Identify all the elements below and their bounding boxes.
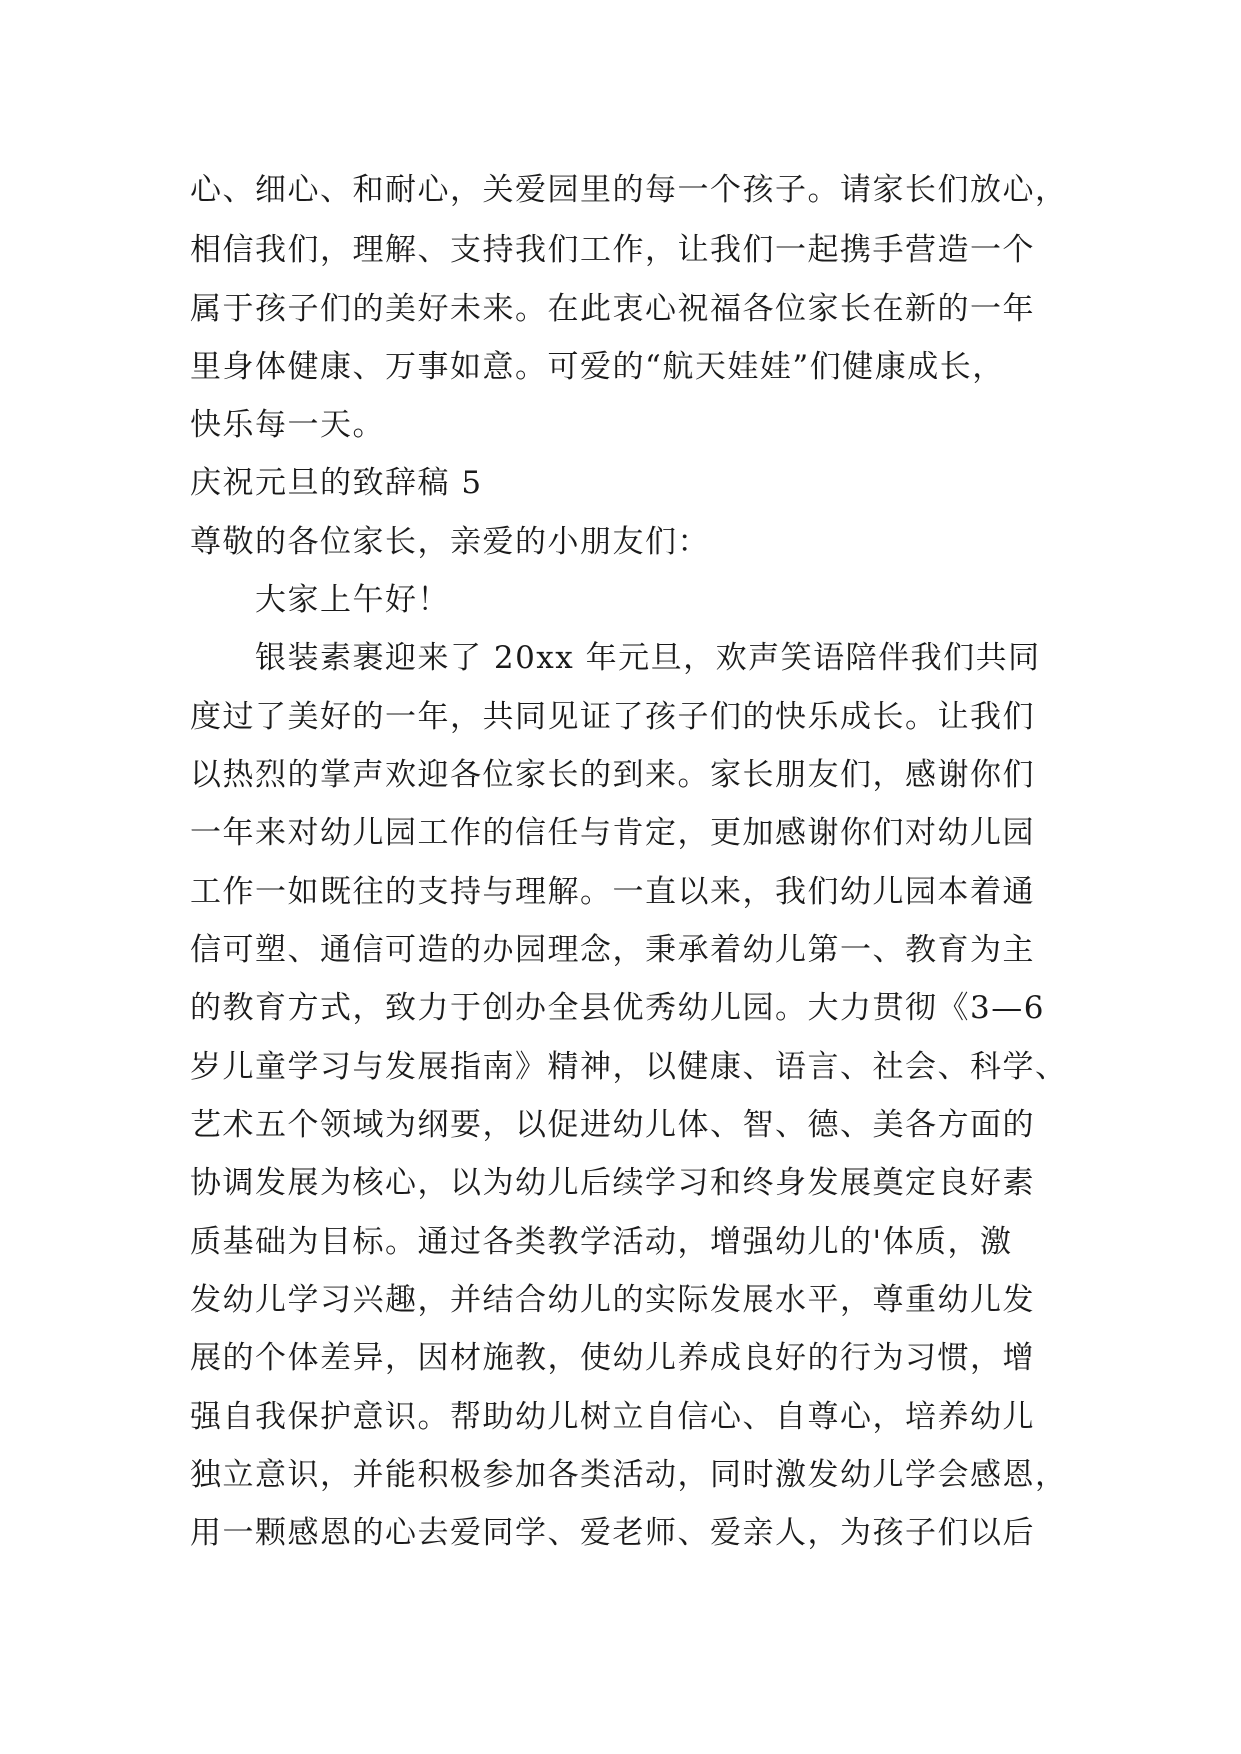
text-line: 独立意识，并能积极参加各类活动，同时激发幼儿学会感恩， [190,1457,1068,1493]
text-line: 以热烈的掌声欢迎各位家长的到来。家长朋友们，感谢你们 [190,757,1035,793]
text-line: 信可塑、通信可造的办园理念，秉承着幼儿第一、教育为主 [190,932,1035,968]
greeting: 大家上午好！ [255,582,450,618]
text-line: 协调发展为核心，以为幼儿后续学习和终身发展奠定良好素 [190,1165,1035,1201]
salutation: 尊敬的各位家长，亲爱的小朋友们： [190,524,710,560]
text-line: 工作一如既往的支持与理解。一直以来，我们幼儿园本着通 [190,874,1035,910]
section-heading: 庆祝元旦的致辞稿 5 [190,465,483,501]
text-line: 发幼儿学习兴趣，并结合幼儿的实际发展水平，尊重幼儿发 [190,1282,1035,1318]
text-line: 快乐每一天。 [190,407,385,443]
text-line: 的教育方式，致力于创办全县优秀幼儿园。大力贯彻《3—6 [190,990,1045,1026]
text-line: 质基础为目标。通过各类教学活动，增强幼儿的'体质，激 [190,1224,1013,1260]
text-line: 属于孩子们的美好未来。在此衷心祝福各位家长在新的一年 [190,291,1035,327]
text-line: 里身体健康、万事如意。可爱的“航天娃娃”们健康成长， [190,349,1005,385]
text-line: 一年来对幼儿园工作的信任与肯定，更加感谢你们对幼儿园 [190,815,1035,851]
text-line: 展的个体差异，因材施教，使幼儿养成良好的行为习惯，增 [190,1340,1035,1376]
text-line: 度过了美好的一年，共同见证了孩子们的快乐成长。让我们 [190,699,1035,735]
text-line: 银装素裹迎来了 20xx 年元旦，欢声笑语陪伴我们共同 [255,640,1041,676]
text-line: 心、细心、和耐心，关爱园里的每一个孩子。请家长们放心， [190,172,1068,208]
text-line: 岁儿童学习与发展指南》精神，以健康、语言、社会、科学、 [190,1049,1068,1085]
text-line: 用一颗感恩的心去爱同学、爱老师、爱亲人，为孩子们以后 [190,1515,1035,1551]
text-line: 相信我们，理解、支持我们工作，让我们一起携手营造一个 [190,232,1035,268]
text-line: 强自我保护意识。帮助幼儿树立自信心、自尊心，培养幼儿 [190,1399,1035,1435]
text-line: 艺术五个领域为纲要，以促进幼儿体、智、德、美各方面的 [190,1107,1035,1143]
